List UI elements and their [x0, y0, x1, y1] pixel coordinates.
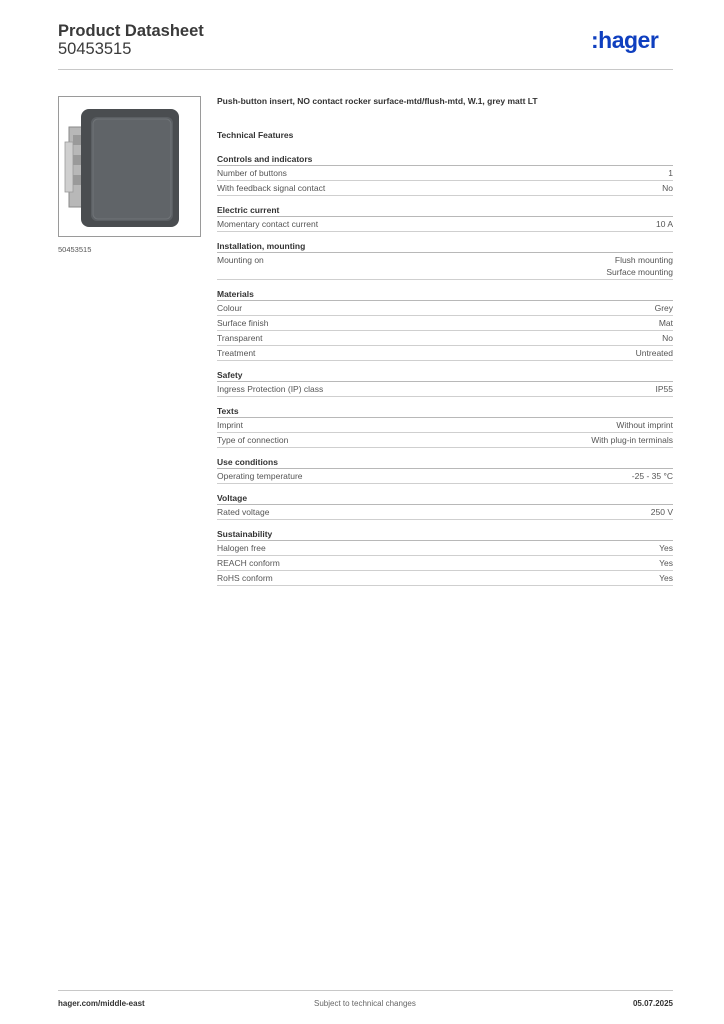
- section-title: Materials: [217, 288, 673, 301]
- product-name: Push-button insert, NO contact rocker surface-mtd/flush-mtd, W.1, grey matt LT: [217, 96, 538, 106]
- feature-section: [217, 240, 673, 280]
- feature-row: [217, 217, 673, 232]
- image-caption: 50453515: [58, 245, 92, 254]
- feature-value-line: Without imprint: [616, 420, 673, 430]
- article-number: 50453515: [58, 40, 132, 58]
- feature-value: [591, 434, 673, 446]
- section-title: Texts: [217, 405, 673, 418]
- push-button-image: [59, 97, 200, 236]
- feature-value: [655, 302, 673, 314]
- feature-value: [636, 347, 673, 359]
- feature-section: [217, 204, 673, 232]
- footer-note: Subject to technical changes: [314, 999, 416, 1008]
- feature-value-line: 1: [668, 168, 673, 178]
- feature-label: Operating temperature: [217, 471, 303, 481]
- feature-label: Type of connection: [217, 435, 289, 445]
- feature-value-line: 10 A: [655, 219, 673, 229]
- feature-value-line: IP55: [655, 384, 673, 394]
- feature-row: [217, 301, 673, 316]
- feature-value: [659, 317, 673, 329]
- feature-label: Rated voltage: [217, 507, 270, 517]
- feature-row: [217, 505, 673, 520]
- feature-label: Imprint: [217, 420, 243, 430]
- feature-value-line: Flush mounting: [614, 255, 673, 265]
- feature-value-line: 250 V: [650, 507, 673, 517]
- footer-url[interactable]: hager.com/middle-east: [58, 999, 145, 1008]
- section-title: Installation, mounting: [217, 240, 673, 253]
- feature-sections: [217, 153, 673, 586]
- feature-value: [632, 470, 673, 482]
- feature-section: [217, 405, 673, 448]
- feature-section: [217, 288, 673, 361]
- feature-value-line: Mat: [658, 318, 673, 328]
- feature-label: Halogen free: [217, 543, 266, 553]
- feature-value: [659, 572, 673, 584]
- hager-logo: [591, 28, 673, 54]
- feature-row: [217, 253, 673, 280]
- feature-value-line: Yes: [659, 543, 673, 553]
- feature-label: With feedback signal contact: [217, 183, 326, 193]
- svg-text::hager: :hager: [591, 28, 659, 53]
- feature-value-line: With plug-in terminals: [591, 435, 673, 445]
- section-title: Controls and indicators: [217, 153, 673, 166]
- page-title: Product Datasheet: [58, 22, 204, 40]
- feature-label: Colour: [217, 303, 243, 313]
- feature-label: Number of buttons: [217, 168, 287, 178]
- feature-value-line: Untreated: [635, 348, 673, 358]
- feature-section: [217, 528, 673, 586]
- feature-value: [659, 542, 673, 554]
- feature-label: Mounting on: [217, 255, 264, 265]
- feature-value: [656, 218, 673, 230]
- feature-value: [651, 506, 673, 518]
- feature-label: RoHS conform: [217, 573, 273, 583]
- feature-row: [217, 382, 673, 397]
- feature-row: [217, 346, 673, 361]
- feature-value: [606, 254, 673, 278]
- feature-section: [217, 153, 673, 196]
- feature-section: [217, 456, 673, 484]
- feature-row: [217, 181, 673, 196]
- feature-value-line: Surface mounting: [606, 267, 673, 277]
- feature-row: [217, 433, 673, 448]
- feature-value-line: Grey: [654, 303, 673, 313]
- feature-value: [616, 419, 673, 431]
- feature-row: [217, 571, 673, 586]
- product-image: [58, 96, 201, 237]
- feature-value: [668, 167, 673, 179]
- section-title: Use conditions: [217, 456, 673, 469]
- feature-row: [217, 331, 673, 346]
- page-header: [58, 22, 673, 70]
- feature-label: Momentary contact current: [217, 219, 319, 229]
- feature-row: [217, 541, 673, 556]
- feature-value-line: No: [662, 333, 673, 343]
- feature-label: Ingress Protection (IP) class: [217, 384, 324, 394]
- feature-value-line: No: [662, 183, 673, 193]
- section-title: Sustainability: [217, 528, 673, 541]
- feature-value-line: -25 - 35 °C: [631, 471, 673, 481]
- feature-row: [217, 556, 673, 571]
- feature-label: Treatment: [217, 348, 256, 358]
- footer-date: 05.07.2025: [632, 999, 673, 1008]
- feature-label: Transparent: [217, 333, 263, 343]
- technical-features-heading: Technical Features: [217, 130, 294, 140]
- feature-row: [217, 469, 673, 484]
- feature-row: [217, 418, 673, 433]
- feature-label: REACH conform: [217, 558, 280, 568]
- feature-label: Surface finish: [217, 318, 269, 328]
- feature-section: [217, 492, 673, 520]
- feature-value-line: Yes: [659, 558, 673, 568]
- section-title: Voltage: [217, 492, 673, 505]
- feature-row: [217, 316, 673, 331]
- feature-value: [662, 182, 673, 194]
- feature-section: [217, 369, 673, 397]
- feature-value: [656, 383, 674, 395]
- section-title: Electric current: [217, 204, 673, 217]
- datasheet-content: [217, 96, 673, 594]
- feature-value-line: Yes: [659, 573, 673, 583]
- feature-row: [217, 166, 673, 181]
- section-title: Safety: [217, 369, 673, 382]
- feature-value: [662, 332, 673, 344]
- feature-value: [659, 557, 673, 569]
- page-footer: [58, 990, 673, 1014]
